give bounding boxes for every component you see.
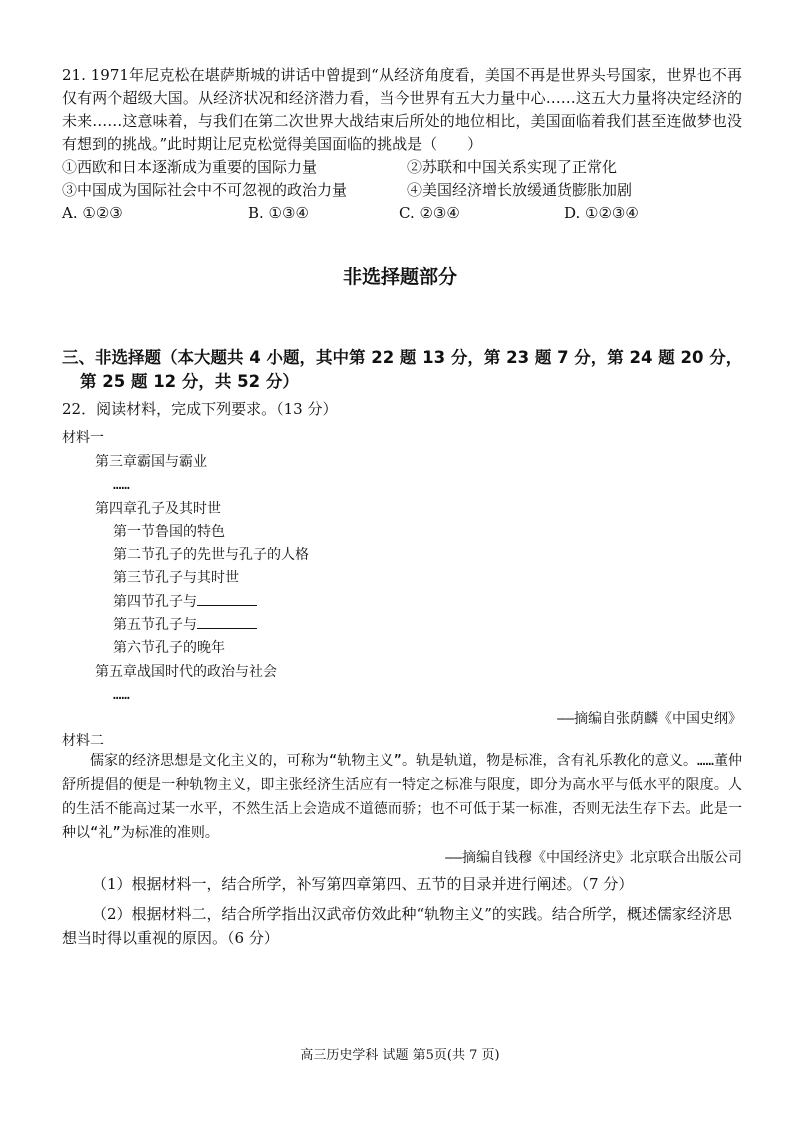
material-2-source: ——摘编自钱穆《中国经济史》北京联合出版公司 — [445, 850, 742, 866]
material-2-label: 材料二 — [62, 733, 104, 749]
toc-section-4 — [95, 591, 309, 614]
material-1-label: 材料一 — [62, 430, 104, 446]
toc-ellipsis-2: …… — [113, 686, 130, 703]
part-3-heading-line-2: 第 25 题 12 分，共 52 分） — [80, 372, 299, 391]
toc-section-5-blank — [197, 614, 257, 629]
choice-b: B. ①③④ — [248, 204, 309, 222]
material-2-text: 儒家的经济思想是文化主义的，可称为“轨物主义”。轨是轨道，物是标准，含有礼乐教化的意义。……董仲舒所提倡的便是一种轨物主义，即主张经济生活应有一特定之标准与限度，即分为高水平与低水平的限度。人的生活不能高过某一水平，不然生活上会造成不道德而骄；也不可低于某一标准，否则无法生存下去。此是一种以“礼”为标准的准则。 — [62, 753, 742, 841]
question-21-items-row-2 — [62, 179, 742, 202]
sub-question-1: （1）根据材料一，结合所学，补写第四章第四、五节的目录并进行阐述。（7 分） — [92, 875, 634, 893]
choice-d: D. ①②③④ — [564, 204, 639, 222]
toc-section-4-text: 第四节孔子与 — [113, 593, 197, 610]
part-3-heading — [62, 346, 752, 394]
toc-section-6: 第六节孔子的晚年 — [113, 640, 225, 657]
sub-question-2: （2）根据材料二，结合所学指出汉武帝仿效此种“轨物主义”的实践。结合所学，概述儒家经济思想当时得以重视的原因。（6 分） — [62, 905, 732, 947]
toc-chapter-4: 第四章孔子及其时世 — [95, 500, 221, 517]
question-21 — [62, 64, 742, 225]
choice-a: A. ①②③ — [62, 204, 123, 222]
toc-section-4-blank — [197, 591, 257, 606]
choice-c: C. ②③④ — [399, 204, 460, 222]
table-of-contents — [95, 451, 309, 707]
toc-section-5 — [95, 614, 309, 637]
section-title: 非选择题部分 — [342, 266, 457, 288]
question-21-items-row-1 — [62, 156, 742, 179]
question-21-item-4: ④美国经济增长放缓通货膨胀加剧 — [407, 181, 633, 199]
toc-chapter-3: 第三章霸国与霸业 — [95, 454, 207, 470]
question-22-stem: 22．阅读材料，完成下列要求。（13 分） — [62, 400, 338, 418]
part-3-heading-line-1: 三、非选择题（本大题共 4 小题，其中第 22 题 13 分，第 23 题 7 分，第 24 题 20 分， — [62, 348, 743, 367]
toc-section-1: 第一节鲁国的特色 — [113, 523, 225, 540]
toc-section-2: 第二节孔子的先世与孔子的人格 — [113, 547, 309, 564]
question-21-choices — [62, 202, 742, 225]
toc-section-3: 第三节孔子与其时世 — [113, 570, 239, 587]
toc-section-5-text: 第五节孔子与 — [113, 617, 197, 634]
question-21-item-2: ②苏联和中国关系实现了正常化 — [407, 158, 618, 176]
page-footer: 高三历史学科 试题 第5页(共 7 页) — [300, 1048, 500, 1063]
toc-chapter-5: 第五章战国时代的政治与社会 — [95, 663, 277, 680]
question-21-stem: 21. 1971年尼克松在堪萨斯城的讲话中曾提到“从经济角度看，美国不再是世界头号国家，世界也不再仅有两个超级大国。从经济状况和经济潜力看，当今世界有五大力量中心……这五大力量将决定经济的未来……这意味着，与我们在第二次世界大战结束后所处的地位相比，美国面临着我们甚至连做梦也没有想到的挑战。”此时期让尼克松觉得美国面临的挑战是（ ） — [62, 66, 742, 153]
toc-ellipsis-1: …… — [113, 477, 130, 494]
material-1-source: ——摘编自张荫麟《中国史纲》 — [557, 711, 742, 727]
question-21-item-3: ③中国成为国际社会中不可忽视的政治力量 — [62, 181, 348, 199]
question-21-item-1: ①西欧和日本逐渐成为重要的国际力量 — [62, 158, 318, 176]
